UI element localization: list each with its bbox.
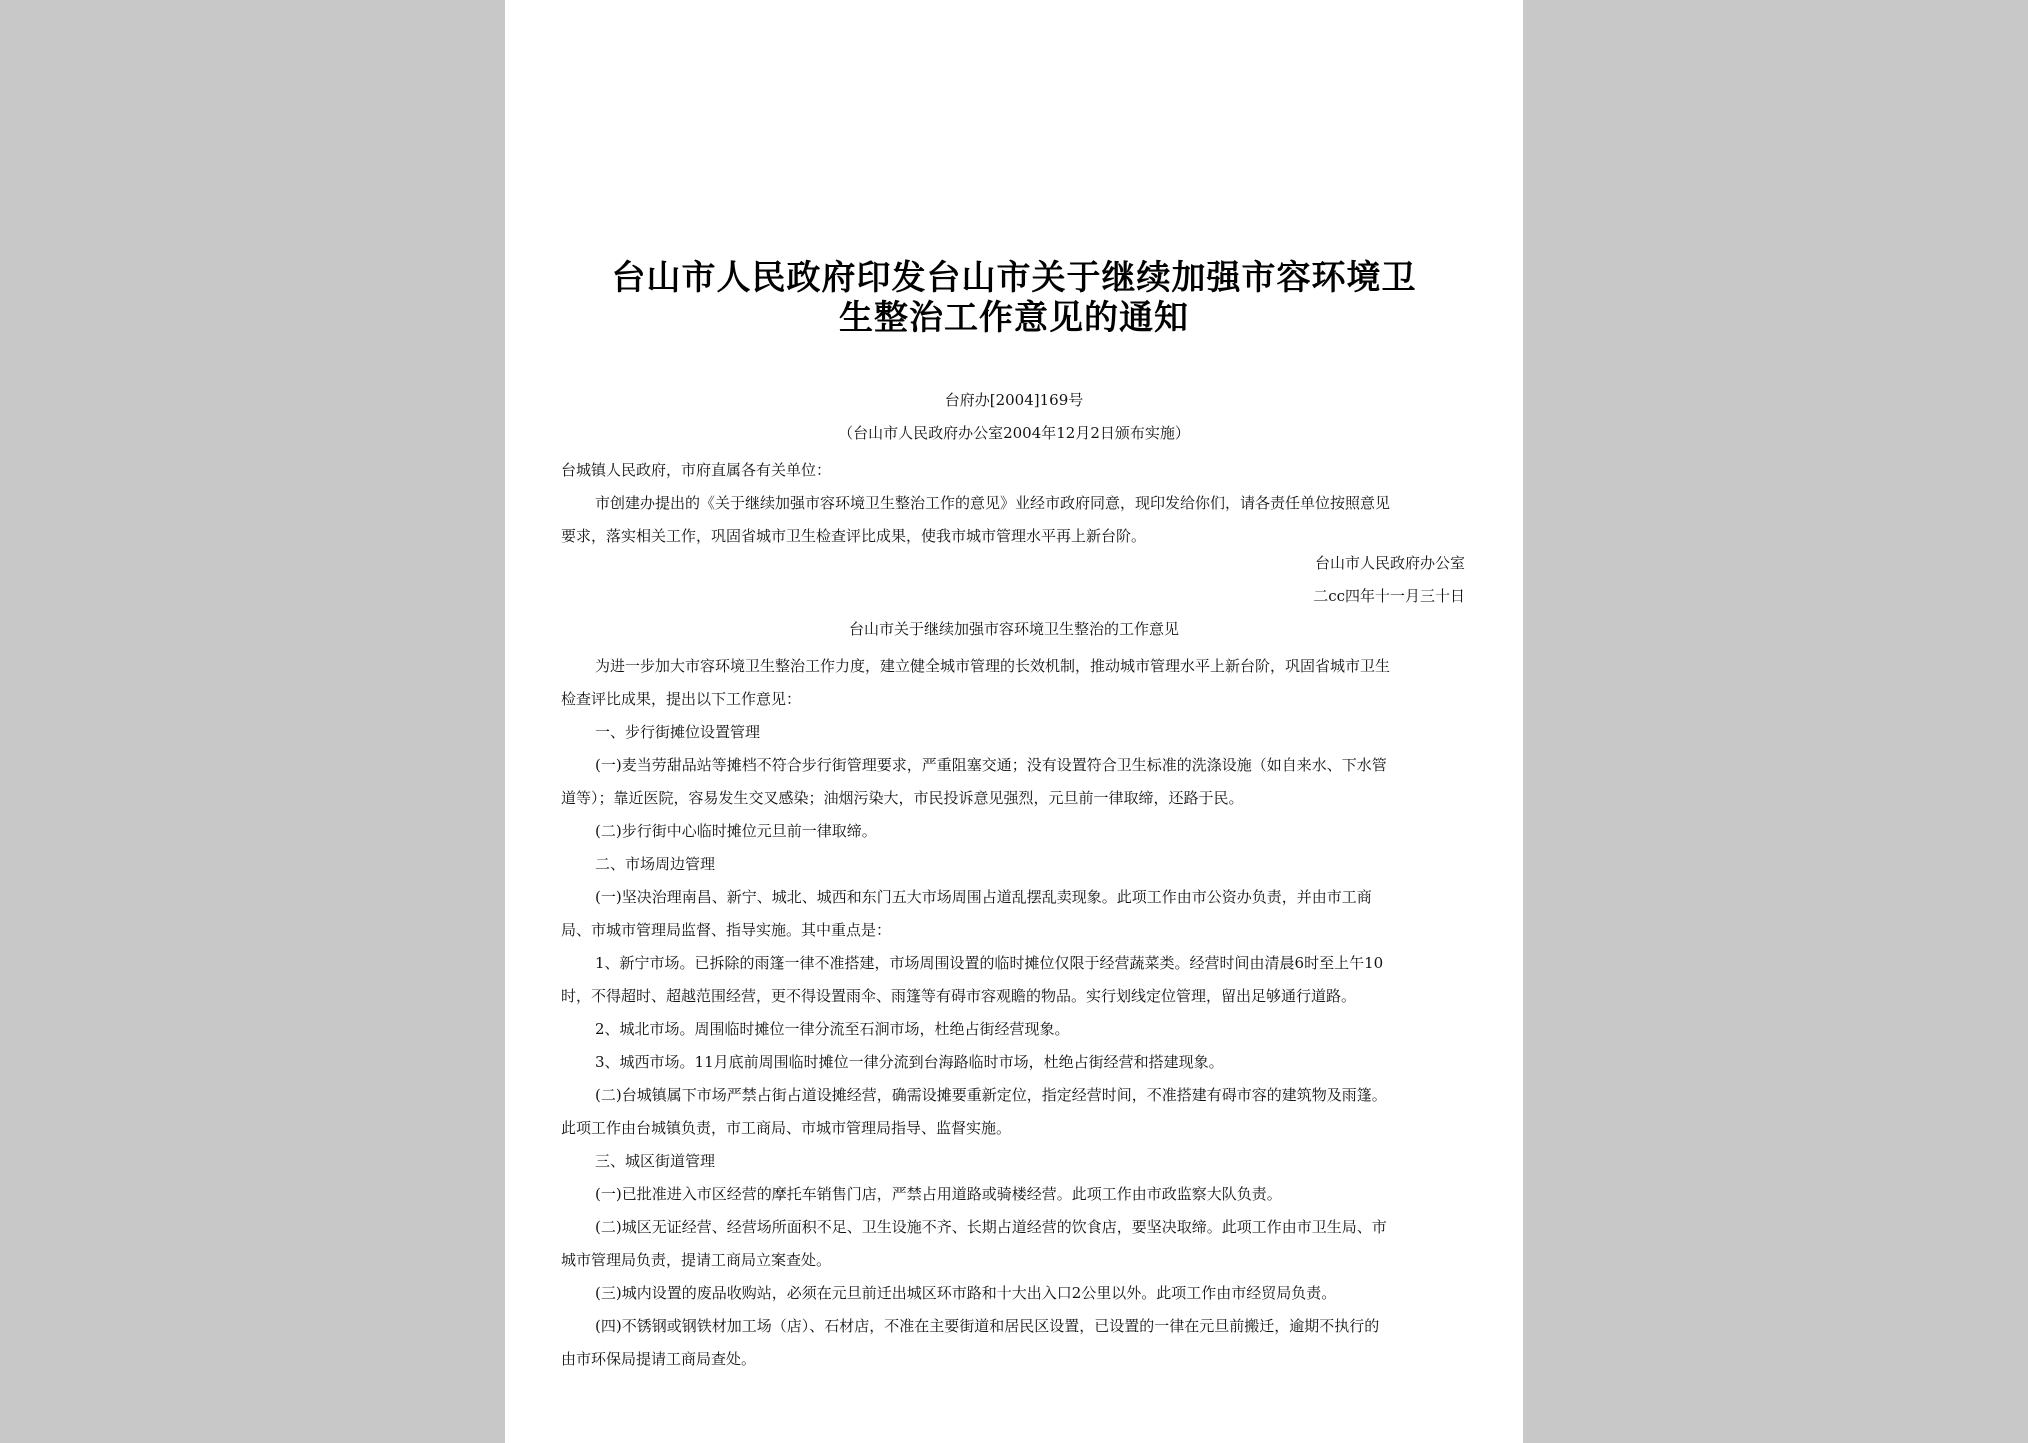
intro-line: 市创建办提出的《关于继续加强市容环境卫生整治工作的意见》业经市政府同意，现印发给你们，请各责任单位按照意见 xyxy=(595,494,1391,512)
body-line: (一)麦当劳甜品站等摊档不符合步行街管理要求，严重阻塞交通；没有设置符合卫生标准的洗涤设施（如自来水、下水管 xyxy=(595,756,1387,774)
body-line: 1、新宁市场。已拆除的雨篷一律不准搭建，市场周围设置的临时摊位仅限于经营蔬菜类。经营时间由清晨6时至上午10 xyxy=(595,954,1384,972)
opinion-body xyxy=(561,650,1469,1376)
body-line: (四)不锈钢或钢铁材加工场（店）、石材店，不准在主要街道和居民区设置，已设置的一律在元旦前搬迁，逾期不执行的 xyxy=(595,1317,1380,1335)
title-line-1: 台山市人民政府印发台山市关于继续加强市容环境卫 xyxy=(611,258,1417,298)
signer: 台山市人民政府办公室 xyxy=(1314,554,1465,572)
body-line: (二)台城镇属下市场严禁占街占道设摊经营，确需设摊要重新定位，指定经营时间，不准搭建有碍市容的建筑物及雨篷。 xyxy=(595,1086,1387,1104)
body-line: 3、城西市场。11月底前周围临时摊位一律分流到台海路临时市场，杜绝占街经营和搭建现象。 xyxy=(595,1053,1224,1071)
body-line: 三、城区街道管理 xyxy=(595,1152,716,1170)
body-line: (二)城区无证经营、经营场所面积不足、卫生设施不齐、长期占道经营的饮食店，要坚决取缔。此项工作由市卫生局、市 xyxy=(595,1218,1387,1236)
body-line: 道等）；靠近医院，容易发生交叉感染；油烟污染大，市民投诉意见强烈，元旦前一律取缔，还路于民。 xyxy=(561,789,1244,807)
body-line: 检查评比成果，提出以下工作意见： xyxy=(561,690,802,708)
body-line: (三)城内设置的废品收购站，必须在元旦前迁出城区环市路和十大出入口2公里以外。此项工作由市经贸局负责。 xyxy=(595,1284,1337,1302)
body-line: 时，不得超时、超越范围经营，更不得设置雨伞、雨篷等有碍市容观瞻的物品。实行划线定位管理，留出足够通行道路。 xyxy=(561,987,1357,1005)
body-line: (一)已批准进入市区经营的摩托车销售门店，严禁占用道路或骑楼经营。此项工作由市政监察大队负责。 xyxy=(595,1185,1282,1203)
intro-line: 要求，落实相关工作，巩固省城市卫生检查评比成果，使我市城市管理水平再上新台阶。 xyxy=(561,527,1147,545)
intro-paragraph xyxy=(561,487,1469,553)
body-line: 此项工作由台城镇负责，市工商局、市城市管理局指导、监督实施。 xyxy=(561,1119,1012,1137)
title-line-2: 生整治工作意见的通知 xyxy=(839,298,1189,338)
document-page xyxy=(505,0,1523,1443)
body-line: 局、市城市管理局监督、指导实施。其中重点是： xyxy=(561,921,892,939)
body-line: 一、步行街摊位设置管理 xyxy=(595,723,761,741)
addressee: 台城镇人民政府，市府直属各有关单位： xyxy=(561,461,832,479)
body-line: 城市管理局负责，提请工商局立案查处。 xyxy=(561,1251,832,1269)
opinion-title: 台山市关于继续加强市容环境卫生整治的工作意见 xyxy=(848,620,1179,638)
document-title xyxy=(505,258,1523,338)
document-number: 台府办[2004]169号 xyxy=(944,391,1084,409)
body-line: (一)坚决治理南昌、新宁、城北、城西和东门五大市场周围占道乱摆乱卖现象。此项工作由市公资办负责，并由市工商 xyxy=(595,888,1372,906)
body-line: 2、城北市场。周围临时摊位一律分流至石涧市场，杜绝占街经营现象。 xyxy=(595,1020,1070,1038)
body-line: 由市环保局提请工商局查处。 xyxy=(561,1350,757,1368)
issue-note: （台山市人民政府办公室2004年12月2日颁布实施） xyxy=(838,424,1190,442)
body-line: 二、市场周边管理 xyxy=(595,855,716,873)
body-line: 为进一步加大市容环境卫生整治工作力度，建立健全城市管理的长效机制，推动城市管理水平上新台阶，巩固省城市卫生 xyxy=(595,657,1391,675)
body-line: (二)步行街中心临时摊位元旦前一律取缔。 xyxy=(595,822,877,840)
sign-date: 二cc四年十一月三十日 xyxy=(1313,587,1465,605)
